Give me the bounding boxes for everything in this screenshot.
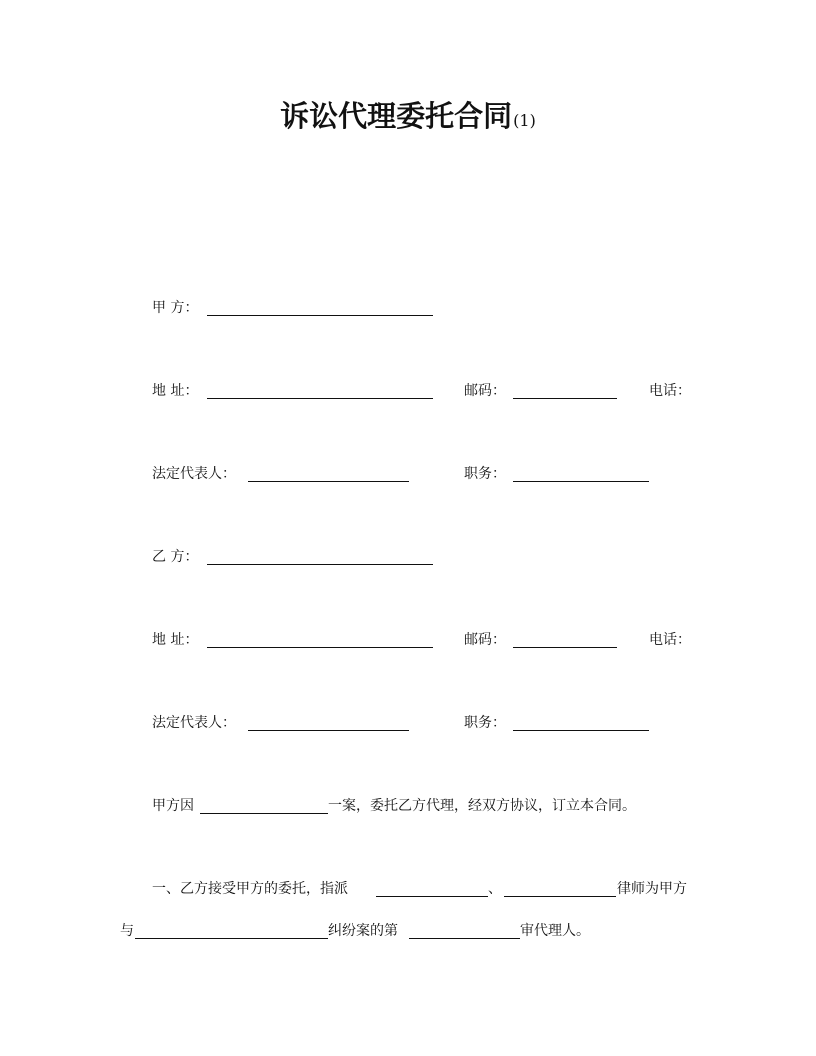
party-b-position-blank[interactable] [513,730,649,731]
clause-1-line2-middle: 纠纷案的第 [328,923,398,939]
party-a-blank[interactable] [207,315,433,316]
title-text: 诉讼代理委托合同 [280,99,513,133]
lawyer-1-blank[interactable] [376,896,488,897]
party-a-address-blank[interactable] [207,398,433,399]
party-a-legal-rep-blank[interactable] [248,481,409,482]
party-b-label: 乙 方： [152,549,199,565]
party-a-postcode-blank[interactable] [513,398,617,399]
party-b-position-label: 职务： [464,715,506,731]
party-b-address-blank[interactable] [207,647,433,648]
party-b-phone-label: 电话： [649,632,691,648]
document-title [0,96,816,141]
party-b-blank[interactable] [207,564,433,565]
clause-1-prefix: 一、乙方接受甲方的委托，指派 [152,881,348,897]
party-b-legal-rep-row [0,712,816,734]
party-a-phone-label: 电话： [649,383,691,399]
party-a-postcode-label: 邮码： [464,383,506,399]
case-name-blank[interactable] [200,813,328,814]
clause-1-row-2 [0,920,816,942]
party-b-postcode-blank[interactable] [513,647,617,648]
party-b-address-label: 地 址： [152,632,199,648]
party-a-position-blank[interactable] [513,481,649,482]
party-b-row [0,546,816,568]
clause-1-line2-prefix: 与 [120,923,134,939]
party-b-postcode-label: 邮码： [464,632,506,648]
title-suffix: (1) [513,111,536,130]
intro-row [0,795,816,817]
trial-instance-blank[interactable] [409,938,520,939]
party-a-position-label: 职务： [464,466,506,482]
clause-1-separator: 、 [488,881,502,897]
intro-suffix: 一案，委托乙方代理，经双方协议，订立本合同。 [328,798,636,814]
intro-prefix: 甲方因 [152,798,194,814]
party-a-legal-rep-label: 法定代表人： [152,466,236,482]
party-a-address-label: 地 址： [152,383,199,399]
party-b-legal-rep-blank[interactable] [248,730,409,731]
party-b-address-row [0,629,816,651]
clause-1-lawyer-suffix: 律师为甲方 [617,881,687,897]
party-b-legal-rep-label: 法定代表人： [152,715,236,731]
party-a-row [0,297,816,319]
lawyer-2-blank[interactable] [504,896,616,897]
party-a-legal-rep-row [0,463,816,485]
clause-1-row-1 [0,878,816,900]
clause-1-line2-suffix: 审代理人。 [520,923,590,939]
opposing-party-blank[interactable] [135,938,328,939]
party-a-address-row [0,380,816,402]
party-a-label: 甲 方： [152,300,199,316]
